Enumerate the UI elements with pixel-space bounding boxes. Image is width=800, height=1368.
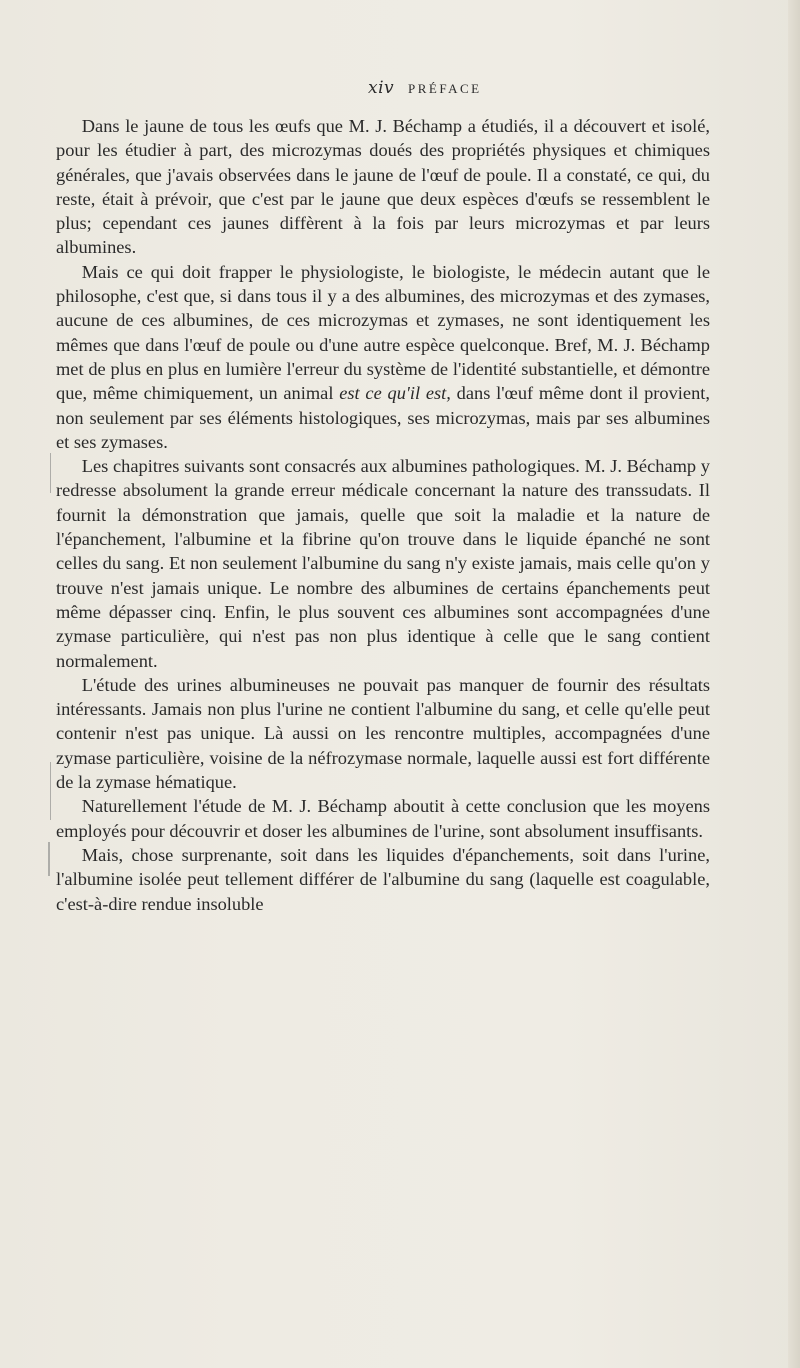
paragraph-6: Mais, chose surprenante, soit dans les liquides d'épanchements, soit dans l'urine, l'albumine isolée peut tellement différer de l'albumine du sang (laquelle est coagulable, c'est-à-dire rendue insoluble xyxy=(56,844,710,914)
running-title: PRÉFACE xyxy=(408,81,482,96)
page-edge-shadow xyxy=(788,0,800,1368)
paragraph-3: Les chapitres suivants sont consacrés aux albumines pathologiques. M. J. Béchamp y redresse absolument la grande erreur médicale concernant la nature des transsudats. Il fournit la démonstration que jamais, quelle que soit la maladie et la nature de l'épanchement, l'albumine et la fibrine qu'on trouve dans le liquide épanché ne sont celles du sang. Et non seulement l'albumine du sang n'y existe jamais, mais celle qu'on y trouve n'est jamais unique. Le nombre des albumines de certains épanchements peut même dépasser cinq. Enfin, le plus souvent ces albumines sont accompagnées d'une zymase particulière, qui n'est pas non plus identique à celle que le sang contient normalement. xyxy=(56,456,710,671)
margin-mark xyxy=(50,453,51,493)
paragraph-4: L'étude des urines albumineuses ne pouvait pas manquer de fournir des résultats intéressants. Jamais non plus l'urine ne contient l'albumine du sang, et celle qu'elle peut contenir n'est pas unique. Là aussi on les rencontre multiples, accompagnées d'une zymase particulière, voisine de la néfrozymase normale, laquelle aussi est fort différente de la zymase hématique. xyxy=(56,674,710,793)
paragraph-2 xyxy=(56,260,710,454)
body-text xyxy=(56,114,710,916)
paragraph-2-emphasis: est ce qu'il est, xyxy=(339,383,451,404)
paragraph-1: Dans le jaune de tous les œufs que M. J. Béchamp a étudiés, il a découvert et isolé, pour les étudier à part, des microzymas doués des propriétés physiques et chimiques générales, que j'avais observées dans le jaune de l'œuf de poule. Il a constaté, ce qui, du reste, était à prévoir, que c'est par le jaune que deux espèces d'œufs se ressemblent le plus; cependant ces jaunes diffèrent à la fois par leurs microzymas et par leurs albumines. xyxy=(56,116,710,258)
paragraph-2-part-1: Mais ce qui doit frapper le physiologiste, le biologiste, le médecin autant que le philosophe, c'est que, si dans tous il y a des albumines, des microzymas et des zymases, aucune de ces albumines, de ces microzymas et zymases, ne sont identiquement les mêmes que dans l'œuf de poule ou d'une autre espèce quelconque. Bref, M. J. Béchamp met de plus en plus en lumière l'erreur du système de l'identité substantielle, et démontre que, même chimiquement, un animal xyxy=(56,261,710,404)
margin-mark xyxy=(50,762,51,820)
page-number: xiv xyxy=(368,78,395,98)
paragraph-5: Naturellement l'étude de M. J. Béchamp aboutit à cette conclusion que les moyens employés pour découvrir et doser les albumines de l'urine, sont absolument insuffisants. xyxy=(56,796,710,841)
paragraph-2-part-2: dans l'œuf même dont il provient, non seulement par ses éléments histologiques, ses microzymas, mais par ses albumines et ses zymases. xyxy=(56,383,710,452)
page-header xyxy=(368,78,768,100)
margin-mark xyxy=(48,842,50,876)
